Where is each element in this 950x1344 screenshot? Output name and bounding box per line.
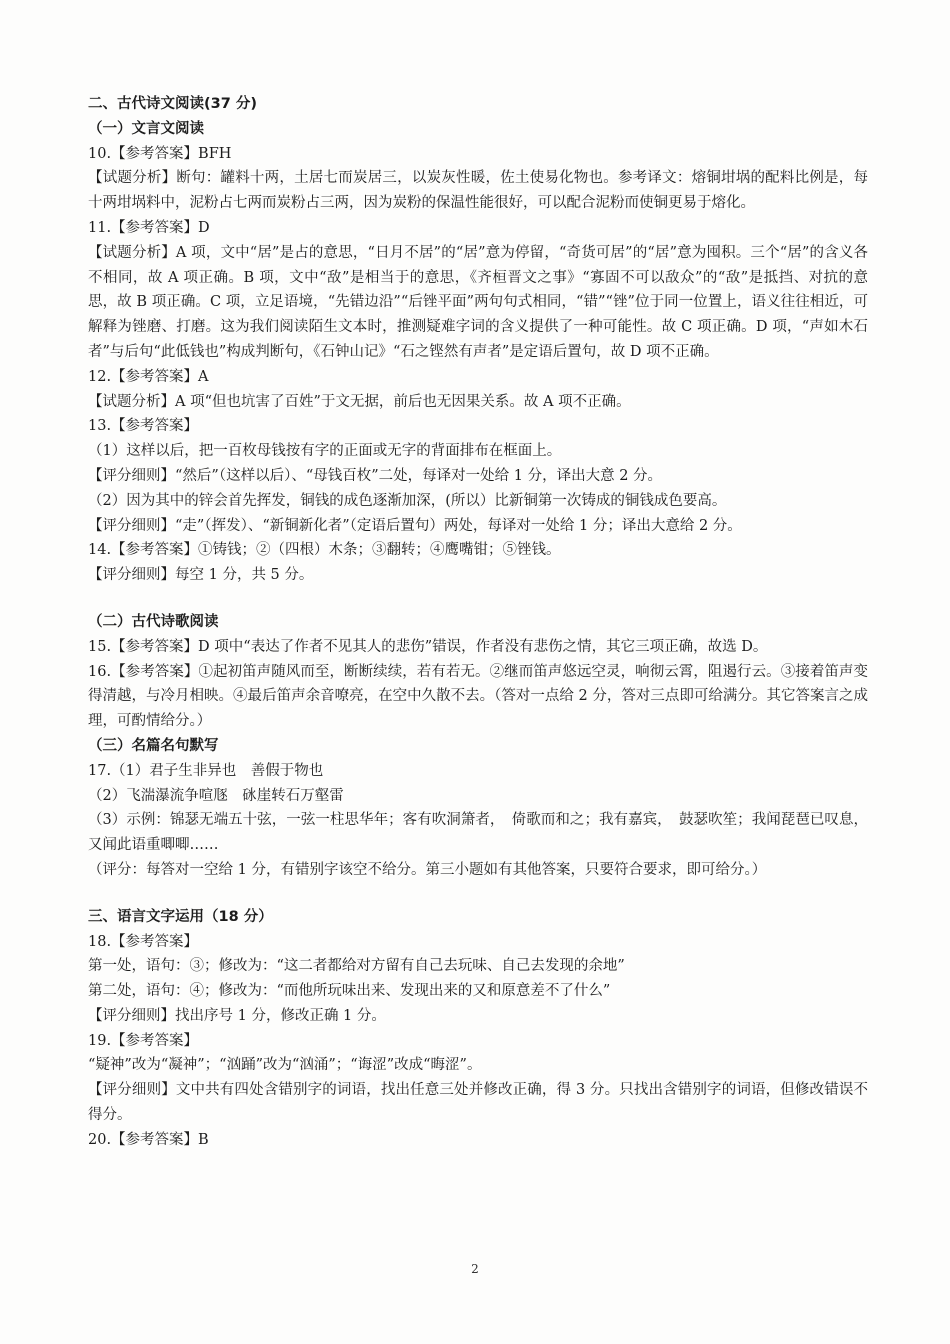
section-3-title: 三、语言文字运用（18 分） xyxy=(88,908,273,925)
q13-translation-2: （2）因为其中的锌会首先挥发，铜钱的成色逐渐加深，(所以）比新铜第一次铸成的铜钱成色要高。 xyxy=(88,492,727,509)
q18-answer: 18.【参考答案】 xyxy=(88,933,199,950)
subsection-recitation-title: （三）名篇名句默写 xyxy=(88,737,219,754)
q14-rubric: 【评分细则】每空 1 分，共 5 分。 xyxy=(88,567,314,584)
q19-answer: 19.【参考答案】 xyxy=(88,1032,199,1049)
spacer xyxy=(88,588,868,610)
section-2-title: 二、古代诗文阅读(37 分) xyxy=(88,96,257,112)
q11-analysis: 【试题分析】A 项，文中“居”是占的意思，“日月不居”的“居”意为停留，“奇货可居”的“居”意为囤积。三个“居”的含义各不相同，故 A 项正确。B 项，文中“敌”是相当于的意思，《齐桓晋文之事》“寡固不可以敌众”的“敌”是抵挡、对抗的意思，故 B 项正确。C 项，立足语境，“先错边沿”“后锉平面”两句句式相同，“错”“锉”位于同一位置上，语义往往相近，可解释为锉磨、打磨。这为我们阅读陌生文本时，推测疑难字词的含义提供了一种可能性。故 C 项正确。D 项，“声如木石者”与后句“此低钱也”构成判断句，《石钟山记》“石之铿然有声者”是定语后置句，故 D 项不正确。 xyxy=(88,244,868,360)
subsection-classical-prose-title: （一）文言文阅读 xyxy=(88,120,204,137)
q10-answer: 10.【参考答案】BFH xyxy=(88,145,232,162)
answer-key-content xyxy=(88,92,868,1153)
q13-answer: 13.【参考答案】 xyxy=(88,418,199,435)
q12-answer: 12.【参考答案】A xyxy=(88,368,209,385)
q17-rubric: （评分：每答对一空给 1 分，有错别字该空不给分。第三小题如有其他答案，只要符合要求，即可给分。） xyxy=(88,861,767,878)
page-number: 2 xyxy=(471,1262,479,1276)
q14-answer: 14.【参考答案】①铸钱；②（四根）木条；③翻转；④鹰嘴钳；⑤锉钱。 xyxy=(88,542,561,559)
q17-answer-3: （3）示例：锦瑟无端五十弦，一弦一柱思华年；客有吹洞箫者， 倚歌而和之；我有嘉宾， 鼓瑟吹笙；我闻琵琶已叹息，又闻此语重唧唧…… xyxy=(88,812,868,854)
q18-item-2: 第二处，语句：④；修改为：“而他所玩味出来、发现出来的又和原意差不了什么” xyxy=(88,983,611,1000)
subsection-poetry-title: （二）古代诗歌阅读 xyxy=(88,613,219,630)
q16-answer: 16.【参考答案】①起初笛声随风而至，断断续续，若有若无。②继而笛声悠远空灵，响彻云霄，阻遏行云。③接着笛声变得清越，与冷月相映。④最后笛声余音嘹亮，在空中久散不去。（答对一点给 2 分，答对三点即可给满分。其它答案言之成理，可酌情给分。） xyxy=(88,663,868,730)
spacer xyxy=(88,883,868,905)
q13-translation-1: （1）这样以后，把一百枚母钱按有字的正面或无字的背面排布在框面上。 xyxy=(88,443,562,460)
q13-rubric-2: 【评分细则】“走”（挥发）、“新铜新化者”（定语后置句）两处，每译对一处给 1 分；译出大意给 2 分。 xyxy=(88,517,742,534)
q10-analysis: 【试题分析】断句：罐料十两，土居七而炭居三，以炭灰性暖，佐土使易化物也。参考译文：熔铜坩埚的配料比例是，每十两坩埚料中，泥粉占七两而炭粉占三两，因为炭粉的保温性能很好，可以配合泥粉而使铜更易于熔化。 xyxy=(88,170,868,212)
q19-content: “疑神”改为“凝神”；“汹踊”改为“汹涌”；“诲涩”改成“晦涩”。 xyxy=(88,1057,482,1074)
q15-answer: 15.【参考答案】D 项中“表达了作者不见其人的悲伤”错误，作者没有悲伤之情，其它三项正确，故选 D。 xyxy=(88,638,768,655)
q12-analysis: 【试题分析】A 项“但也坑害了百姓”于文无据，前后也无因果关系。故 A 项不正确。 xyxy=(88,393,631,410)
q18-item-1: 第一处，语句：③；修改为：“这二者都给对方留有自己去玩味、自己去发现的余地” xyxy=(88,958,625,975)
q18-rubric: 【评分细则】找出序号 1 分，修改正确 1 分。 xyxy=(88,1007,386,1024)
q19-rubric: 【评分细则】文中共有四处含错别字的词语，找出任意三处并修改正确，得 3 分。只找出含错别字的词语，但修改错误不得分。 xyxy=(88,1082,868,1124)
q13-rubric-1: 【评分细则】“然后”（这样以后）、“母钱百枚”二处，每译对一处给 1 分，译出大意 2 分。 xyxy=(88,467,663,484)
q11-answer: 11.【参考答案】D xyxy=(88,219,210,236)
q20-answer: 20.【参考答案】B xyxy=(88,1131,209,1148)
q17-answer-2: （2）飞湍瀑流争喧豗 砯崖转石万壑雷 xyxy=(88,787,344,804)
q17-answer-1: 17.（1）君子生非异也 善假于物也 xyxy=(88,762,324,779)
